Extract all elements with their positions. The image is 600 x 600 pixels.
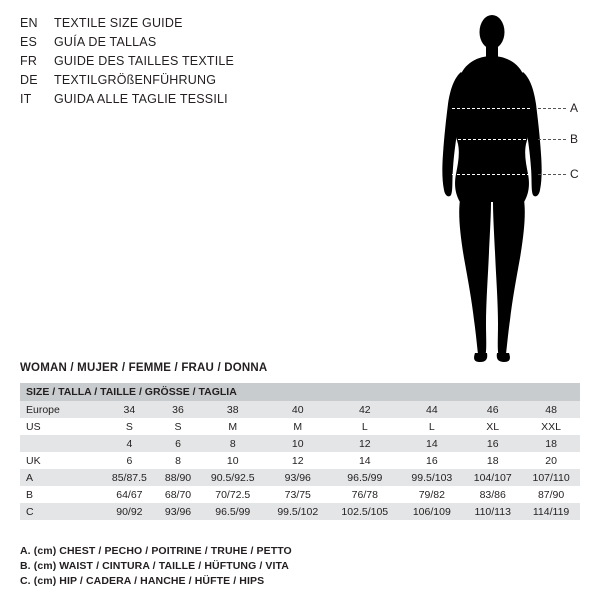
- cell-us-2: M: [199, 418, 266, 435]
- cell-uk-2: 10: [199, 452, 266, 469]
- cell-b-7: 87/90: [522, 486, 580, 503]
- cell-a-6: 104/107: [463, 469, 522, 486]
- table-row: [20, 503, 580, 520]
- cell-uk-1: 8: [157, 452, 199, 469]
- row-label-c: C: [20, 503, 102, 520]
- note-a: A. (cm) CHEST / PECHO / POITRINE / TRUHE / PETTO: [20, 545, 292, 557]
- cell-uk-7: 20: [522, 452, 580, 469]
- silhouette-icon: [400, 8, 590, 368]
- language-text-es: GUÍA DE TALLAS: [54, 35, 157, 49]
- cell-b-0: 64/67: [102, 486, 157, 503]
- cell-us-0: S: [102, 418, 157, 435]
- note-c: C. (cm) HIP / CADERA / HANCHE / HÜFTE / HIPS: [20, 575, 265, 587]
- language-code-fr: FR: [20, 54, 38, 68]
- cell-c-6: 110/113: [463, 503, 522, 520]
- measure-line-chest: [452, 108, 530, 109]
- cell-europe-4: 42: [329, 401, 400, 418]
- cell-b-2: 70/72.5: [199, 486, 266, 503]
- cell-b-4: 76/78: [329, 486, 400, 503]
- cell-c-3: 99.5/102: [266, 503, 329, 520]
- cell-a-3: 93/96: [266, 469, 329, 486]
- measure-line-chest-extension: [538, 108, 566, 109]
- cell-europe-0: 34: [102, 401, 157, 418]
- language-code-es: ES: [20, 35, 38, 49]
- cell-europe-1: 36: [157, 401, 199, 418]
- measure-label-b: B: [570, 132, 579, 146]
- cell-europe-6: 46: [463, 401, 522, 418]
- language-code-it: IT: [20, 92, 32, 106]
- measure-line-waist: [458, 139, 526, 140]
- language-row-it: [20, 90, 320, 109]
- cell-us-1: S: [157, 418, 199, 435]
- cell-a-1: 88/90: [157, 469, 199, 486]
- cell-usnum-2: 8: [199, 435, 266, 452]
- cell-c-4: 102.5/105: [329, 503, 400, 520]
- cell-usnum-7: 18: [522, 435, 580, 452]
- cell-a-2: 90.5/92.5: [199, 469, 266, 486]
- cell-c-1: 93/96: [157, 503, 199, 520]
- cell-us-6: XL: [463, 418, 522, 435]
- size-table: [20, 383, 580, 520]
- cell-usnum-1: 6: [157, 435, 199, 452]
- measure-line-waist-extension: [538, 139, 566, 140]
- cell-us-3: M: [266, 418, 329, 435]
- cell-europe-3: 40: [266, 401, 329, 418]
- cell-europe-7: 48: [522, 401, 580, 418]
- cell-a-5: 99.5/103: [400, 469, 463, 486]
- language-code-en: EN: [20, 16, 38, 30]
- language-list: [20, 14, 320, 109]
- language-code-de: DE: [20, 73, 38, 87]
- cell-uk-0: 6: [102, 452, 157, 469]
- cell-b-5: 79/82: [400, 486, 463, 503]
- table-row: [20, 452, 580, 469]
- cell-c-7: 114/119: [522, 503, 580, 520]
- measure-line-hip: [452, 174, 530, 175]
- cell-uk-5: 16: [400, 452, 463, 469]
- table-row: [20, 486, 580, 503]
- measure-label-a: A: [570, 101, 579, 115]
- cell-us-5: L: [400, 418, 463, 435]
- row-label-europe: Europe: [20, 401, 102, 418]
- language-row-es: [20, 33, 320, 52]
- cell-uk-4: 14: [329, 452, 400, 469]
- cell-us-4: L: [329, 418, 400, 435]
- table-header-row: [20, 383, 580, 401]
- measure-line-hip-extension: [538, 174, 566, 175]
- cell-a-0: 85/87.5: [102, 469, 157, 486]
- cell-usnum-4: 12: [329, 435, 400, 452]
- row-label-us-numeric: [20, 435, 102, 452]
- section-caption-woman: WOMAN / MUJER / FEMME / FRAU / DONNA: [20, 362, 268, 374]
- cell-c-2: 96.5/99: [199, 503, 266, 520]
- row-label-b: B: [20, 486, 102, 503]
- cell-c-0: 90/92: [102, 503, 157, 520]
- cell-uk-3: 12: [266, 452, 329, 469]
- language-text-de: TEXTILGRÖßENFÜHRUNG: [54, 73, 217, 87]
- language-text-fr: GUIDE DES TAILLES TEXTILE: [54, 54, 235, 68]
- measure-label-c: C: [570, 167, 579, 181]
- cell-a-7: 107/110: [522, 469, 580, 486]
- cell-europe-2: 38: [199, 401, 266, 418]
- table-header-label: SIZE / TALLA / TAILLE / GRÖSSE / TAGLIA: [20, 383, 580, 401]
- language-row-fr: [20, 52, 320, 71]
- cell-usnum-6: 16: [463, 435, 522, 452]
- cell-b-1: 68/70: [157, 486, 199, 503]
- cell-a-4: 96.5/99: [329, 469, 400, 486]
- table-row: [20, 435, 580, 452]
- cell-b-6: 83/86: [463, 486, 522, 503]
- row-label-us: US: [20, 418, 102, 435]
- cell-us-7: XXL: [522, 418, 580, 435]
- language-row-de: [20, 71, 320, 90]
- measurement-notes: [20, 544, 580, 589]
- cell-usnum-3: 10: [266, 435, 329, 452]
- language-text-it: GUIDA ALLE TAGLIE TESSILI: [54, 92, 228, 106]
- language-text-en: TEXTILE SIZE GUIDE: [54, 16, 183, 30]
- cell-c-5: 106/109: [400, 503, 463, 520]
- cell-usnum-5: 14: [400, 435, 463, 452]
- table-row: [20, 401, 580, 418]
- table-row: [20, 418, 580, 435]
- cell-b-3: 73/75: [266, 486, 329, 503]
- language-row-en: [20, 14, 320, 33]
- cell-uk-6: 18: [463, 452, 522, 469]
- table-row: [20, 469, 580, 486]
- row-label-uk: UK: [20, 452, 102, 469]
- note-b: B. (cm) WAIST / CINTURA / TAILLE / HÜFTUNG / VITA: [20, 560, 289, 572]
- cell-europe-5: 44: [400, 401, 463, 418]
- cell-usnum-0: 4: [102, 435, 157, 452]
- row-label-a: A: [20, 469, 102, 486]
- female-silhouette-figure: [400, 8, 590, 368]
